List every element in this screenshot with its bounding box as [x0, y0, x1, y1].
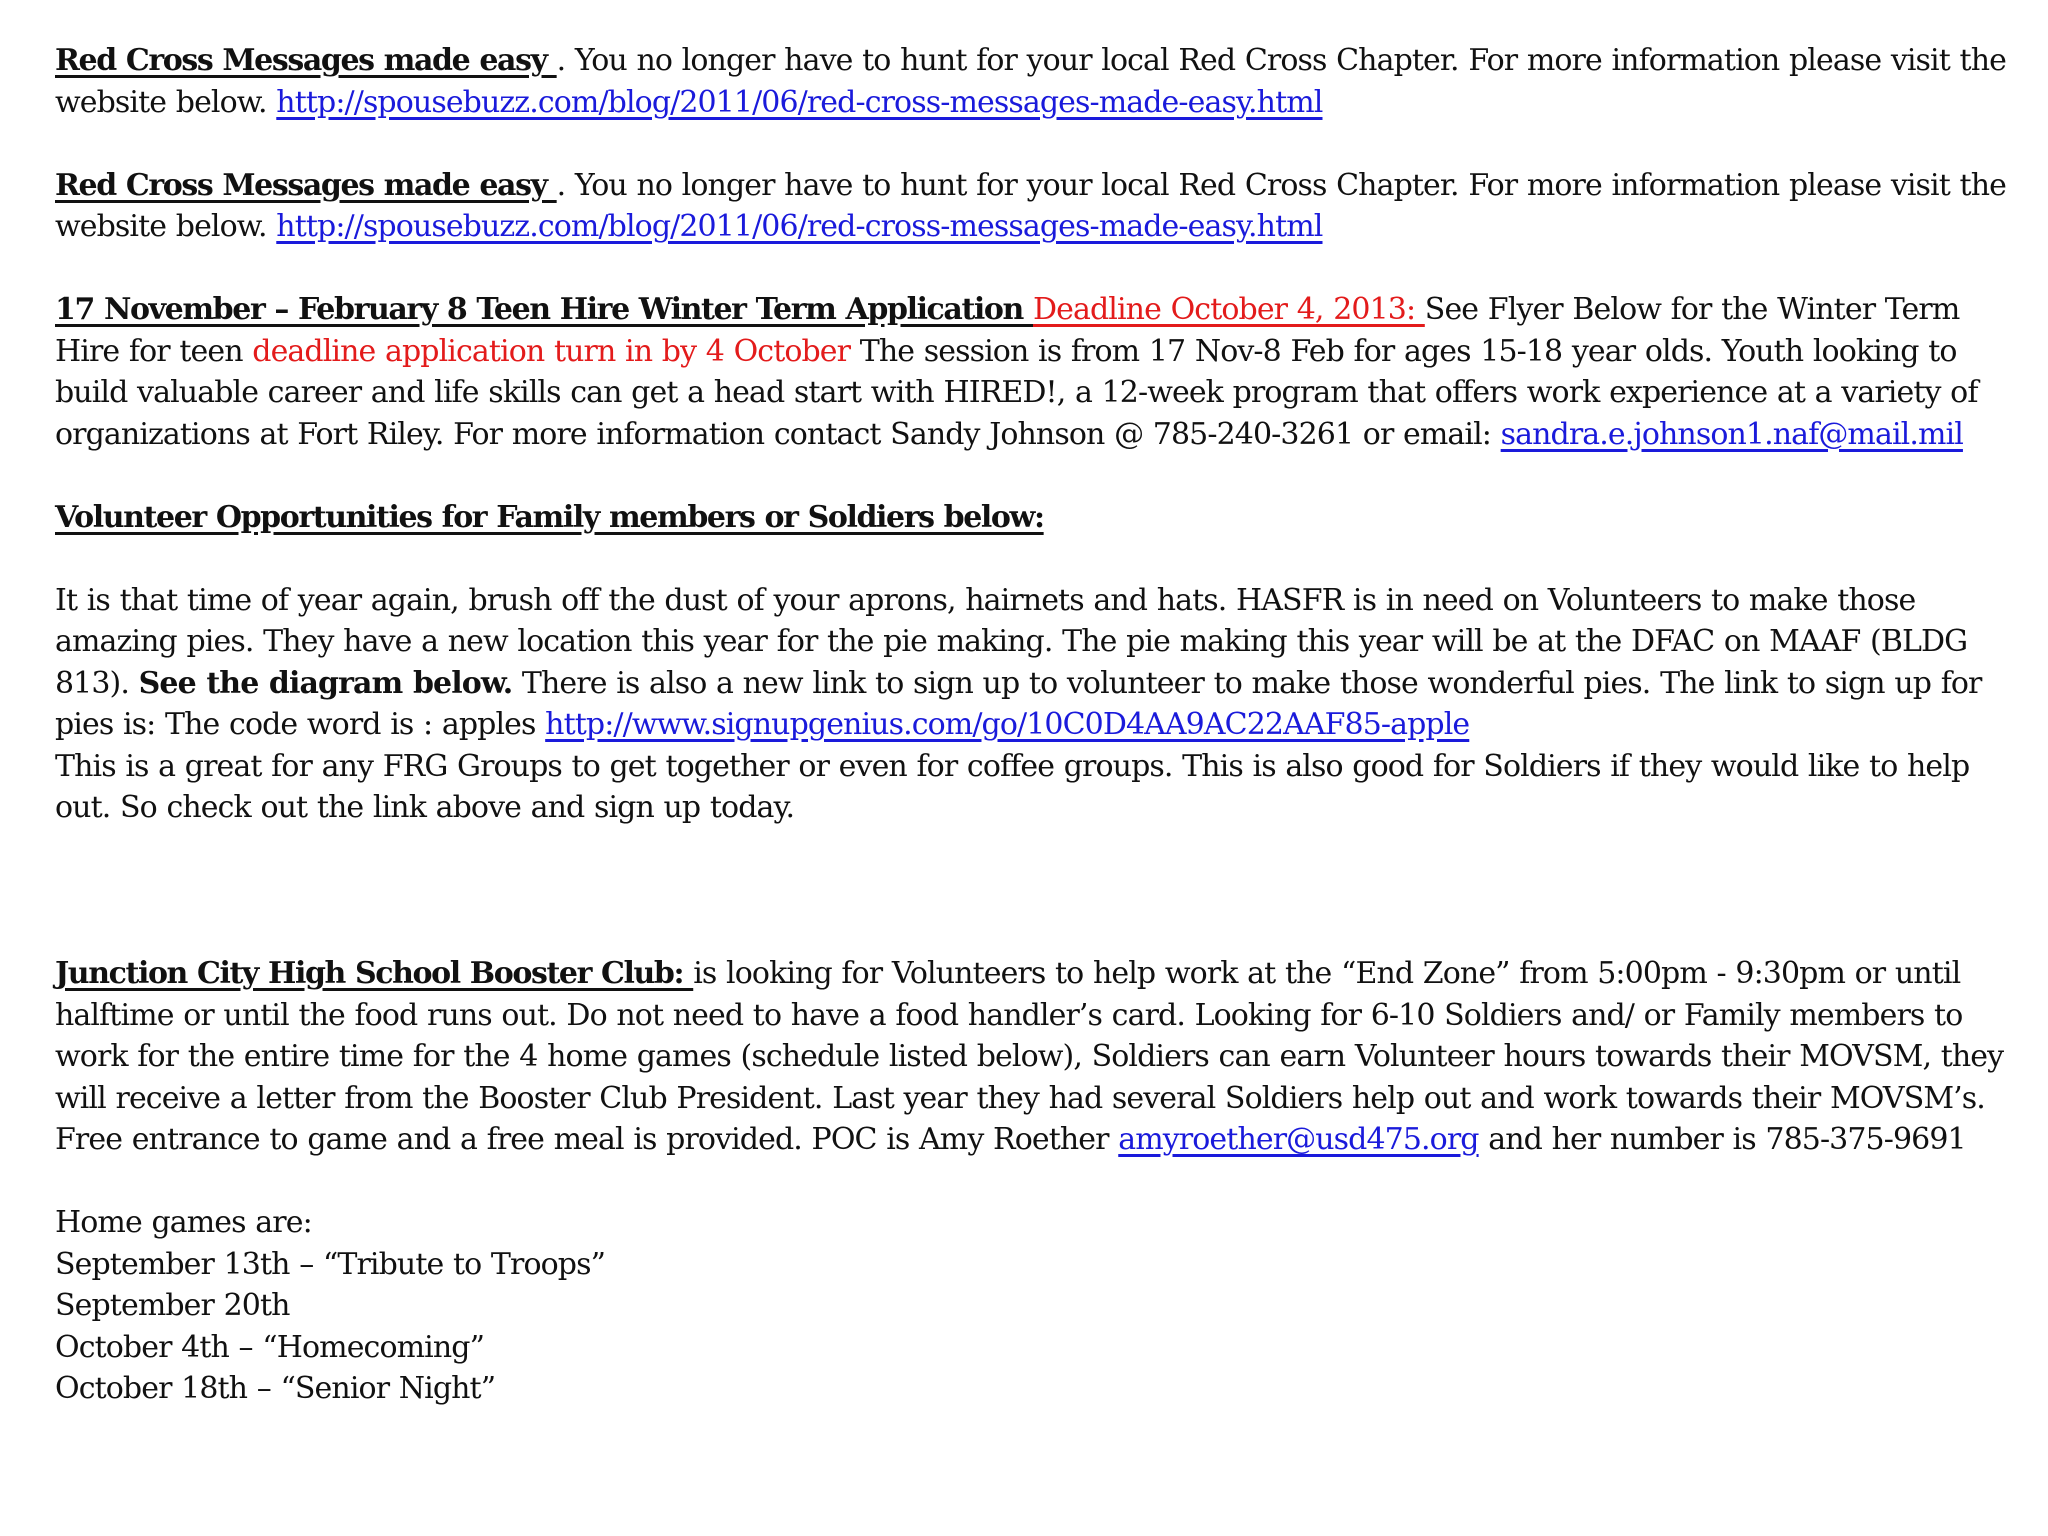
booster-email-link[interactable]: amyroether@usd475.org [1118, 1122, 1479, 1157]
red-cross-paragraph-1 [55, 40, 2010, 123]
vertical-spacer [55, 870, 2008, 953]
home-game-item: October 4th – “Homecoming” [55, 1329, 485, 1365]
volunteer-paragraph-2 [55, 746, 2010, 829]
home-games-intro: Home games are: [55, 1205, 312, 1240]
red-cross-link-2[interactable]: http://spousebuzz.com/blog/2011/06/red-cross-messages-made-easy.html [276, 209, 1323, 244]
home-games-list [55, 1202, 2008, 1410]
red-cross-link-1[interactable]: http://spousebuzz.com/blog/2011/06/red-cross-messages-made-easy.html [276, 84, 1323, 120]
booster-paragraph [55, 953, 2010, 1161]
home-game-item: October 18th – “Senior Night” [55, 1371, 496, 1406]
signup-genius-link[interactable]: http://www.signupgenius.com/go/10C0D4AA9AC22AAF85-apple [545, 707, 1470, 742]
booster-text-1: is looking for Volunteers to help work at the “End Zone” from 5:00pm - 9:30pm or until halftime or until the food runs out. Do not need to have a food handler’s card. Looking for 6-10 Soldiers and/ or Family members to work for the entire time for the 4 home games (schedule listed below), Soldiers can earn Volunteer hours towards their MOVSM, they will receive a letter from the Booster Club President. Last year they had several Soldiers help out and work towards their MOVSM’s. Free entrance to game and a free meal is provided. POC is Amy Roether [55, 956, 2004, 1157]
volunteer-text-3: This is a great for any FRG Groups to get together or even for coffee groups. This is also good for Soldiers if they would like to help out. So check out the link above and sign up today. [55, 748, 1970, 825]
volunteer-text-2: There is also a new link to sign up to volunteer to make those wonderful pies. The link to sign up for pies is: The code word is : apples [55, 665, 1982, 742]
home-game-item: September 20th [55, 1288, 290, 1323]
teen-hire-email-link[interactable]: sandra.e.johnson1.naf@mail.mil [1500, 416, 1963, 452]
booster-text-2: and her number is 785-375-9691 [1478, 1122, 1966, 1157]
red-cross-text-1: . You no longer have to hunt for your local Red Cross Chapter. For more information please visit the website below. [55, 43, 2006, 120]
teen-hire-deadline-note: deadline application turn in by 4 October [252, 333, 860, 369]
booster-heading: Junction City High School Booster Club: [55, 956, 694, 991]
home-game-item: September 13th – “Tribute to Troops” [55, 1246, 606, 1282]
teen-hire-paragraph [55, 289, 2010, 455]
red-cross-paragraph-2 [55, 165, 2010, 248]
volunteer-diagram-note: See the diagram below. [138, 665, 513, 701]
volunteer-text-1: It is that time of year again, brush off the dust of your aprons, hairnets and hats. HASFR is in need on Volunteers to make those amazing pies. They have a new location this year for the pie making. The pie making this year will be at the DFAC on MAAF (BLDG 813). [55, 582, 1968, 701]
teen-hire-heading: 17 November – February 8 Teen Hire Winter Term Application [55, 292, 1033, 327]
volunteer-paragraph [55, 580, 2010, 746]
volunteer-heading-paragraph [55, 497, 2010, 539]
red-cross-heading-1: Red Cross Messages made easy [55, 43, 557, 78]
red-cross-text-2: . You no longer have to hunt for your local Red Cross Chapter. For more information please visit the website below. [55, 167, 2006, 244]
teen-hire-text-2: The session is from 17 Nov-8 Feb for ages 15-18 year olds. Youth looking to build valuable career and life skills can get a head start with HIRED!, a 12-week program that offers work experience at a variety of organizations at Fort Riley. For more information contact Sandy Johnson @ 785-240-3261 or email: [55, 333, 1978, 452]
volunteer-heading: Volunteer Opportunities for Family members or Soldiers below: [55, 499, 1044, 535]
teen-hire-deadline: Deadline October 4, 2013: [1033, 292, 1425, 327]
red-cross-heading-2: Red Cross Messages made easy [55, 167, 557, 203]
teen-hire-text-1: See Flyer Below for the Winter Term Hire for teen [55, 292, 1960, 369]
